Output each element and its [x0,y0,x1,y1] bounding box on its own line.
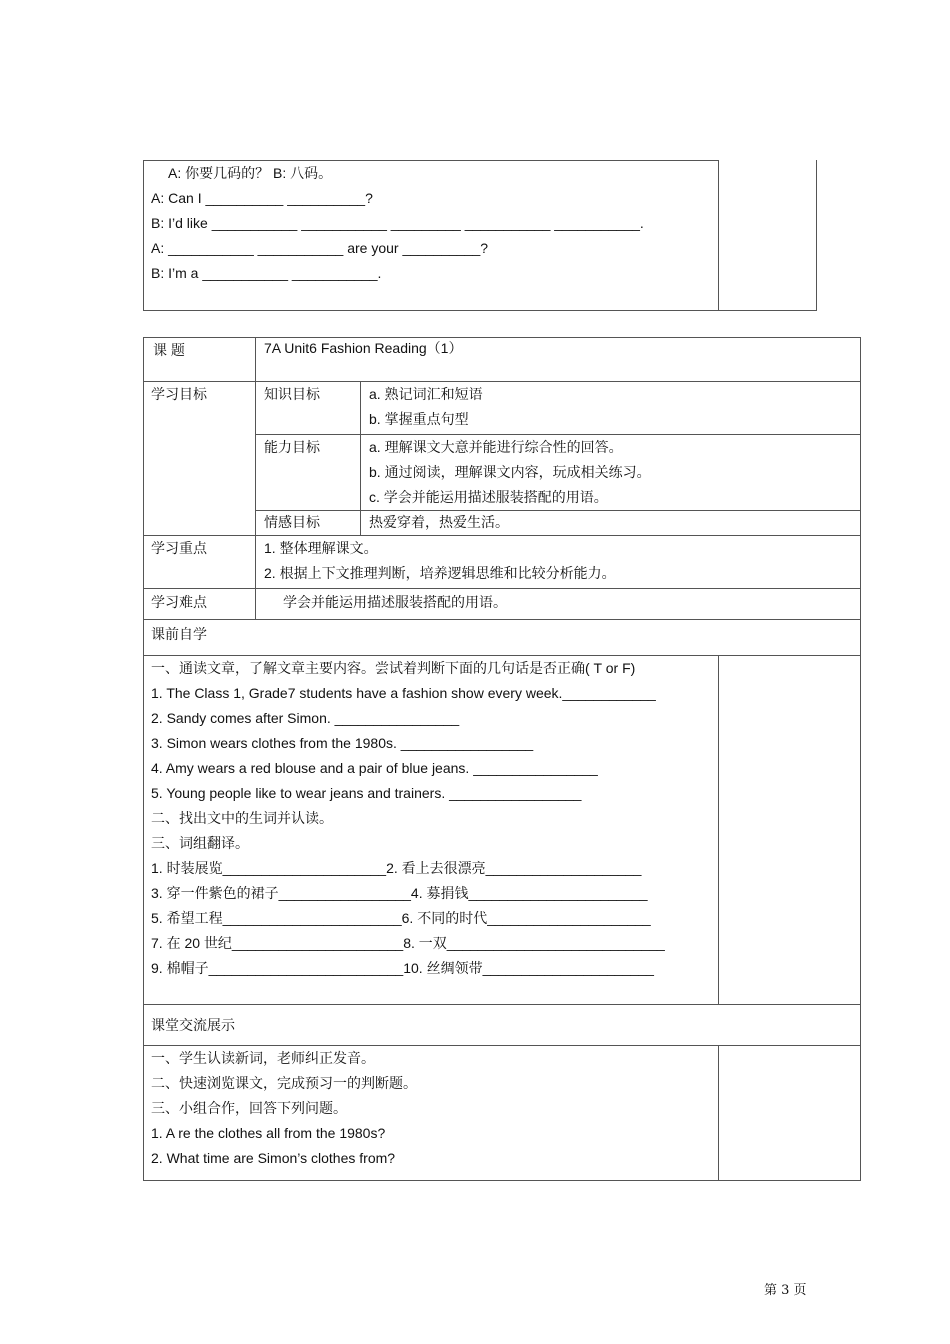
focus-item: 1. 整体理解课文。 [264,540,378,556]
ability-label: 能力目标 [264,439,320,455]
ability-item: a. 理解课文大意并能进行综合性的回答。 [369,439,623,455]
topic-label: 课 题 [153,342,185,358]
difficulty-label: 学习难点 [151,594,207,610]
difficulty-value: 学会并能运用描述服装搭配的用语。 [283,594,507,610]
class-line: 一、学生认读新词，老师纠正发音。 [151,1050,375,1066]
focus-label: 学习重点 [151,540,207,556]
knowledge-label: 知识目标 [264,386,320,402]
dialog-line: A: Can I __________ __________? [151,190,373,206]
knowledge-item: a. 熟记词汇和短语 [369,386,483,402]
emotion-value: 热爱穿着，热爱生活。 [369,514,509,530]
class-label: 课堂交流展示 [151,1017,235,1033]
dialog-line: A: 你要几码的？ B: 八码。 [168,165,333,181]
dialog-line: B: I’d like ___________ ___________ _________ ___________ ___________. [151,215,644,231]
dialog-line: A: ___________ ___________ are your __________? [151,240,489,256]
preview-line: 9. 棉帽子_________________________10. 丝绸领带______________________ [151,960,654,976]
topic-value: 7A Unit6 Fashion Reading（1） [264,340,463,356]
preview-line: 1. The Class 1, Grade7 students have a fashion show every week.____________ [151,685,656,701]
ability-item: b. 通过阅读，理解课文内容，玩成相关练习。 [369,464,651,480]
ability-item: c. 学会并能运用描述服装搭配的用语。 [369,489,608,505]
preview-line: 一、通读文章，了解文章主要内容。尝试着判断下面的几句话是否正确( T or F) [151,660,636,676]
class-line: 三、小组合作，回答下列问题。 [151,1100,347,1116]
preview-line: 1. 时装展览_____________________2. 看上去很漂亮____________________ [151,860,642,876]
preview-label: 课前自学 [151,626,207,642]
preview-line: 3. Simon wears clothes from the 1980s. _________________ [151,735,534,751]
preview-line: 7. 在 20 世纪______________________8. 一双____________________________ [151,935,665,951]
preview-line: 3. 穿一件紫色的裙子_________________4. 募捐钱_______________________ [151,885,648,901]
page-number: 第 3 页 [764,1283,807,1298]
dialog-line: B: I’m a ___________ ___________. [151,265,382,281]
class-line: 1. A re the clothes all from the 1980s? [151,1125,386,1141]
focus-item: 2. 根据上下文推理判断，培养逻辑思维和比较分析能力。 [264,565,616,581]
emotion-label: 情感目标 [264,514,320,530]
preview-line: 二、找出文中的生词并认读。 [151,810,333,826]
preview-line: 4. Amy wears a red blouse and a pair of blue jeans. ________________ [151,760,598,776]
class-line: 二、快速浏览课文，完成预习一的判断题。 [151,1075,417,1091]
goals-label: 学习目标 [151,386,207,402]
preview-line: 5. Young people like to wear jeans and trainers. _________________ [151,785,582,801]
knowledge-item: b. 掌握重点句型 [369,411,469,427]
class-line: 2. What time are Simon’s clothes from? [151,1150,396,1166]
preview-line: 5. 希望工程_______________________6. 不同的时代_____________________ [151,910,651,926]
preview-line: 三、词组翻译。 [151,835,249,851]
preview-line: 2. Sandy comes after Simon. ________________ [151,710,460,726]
